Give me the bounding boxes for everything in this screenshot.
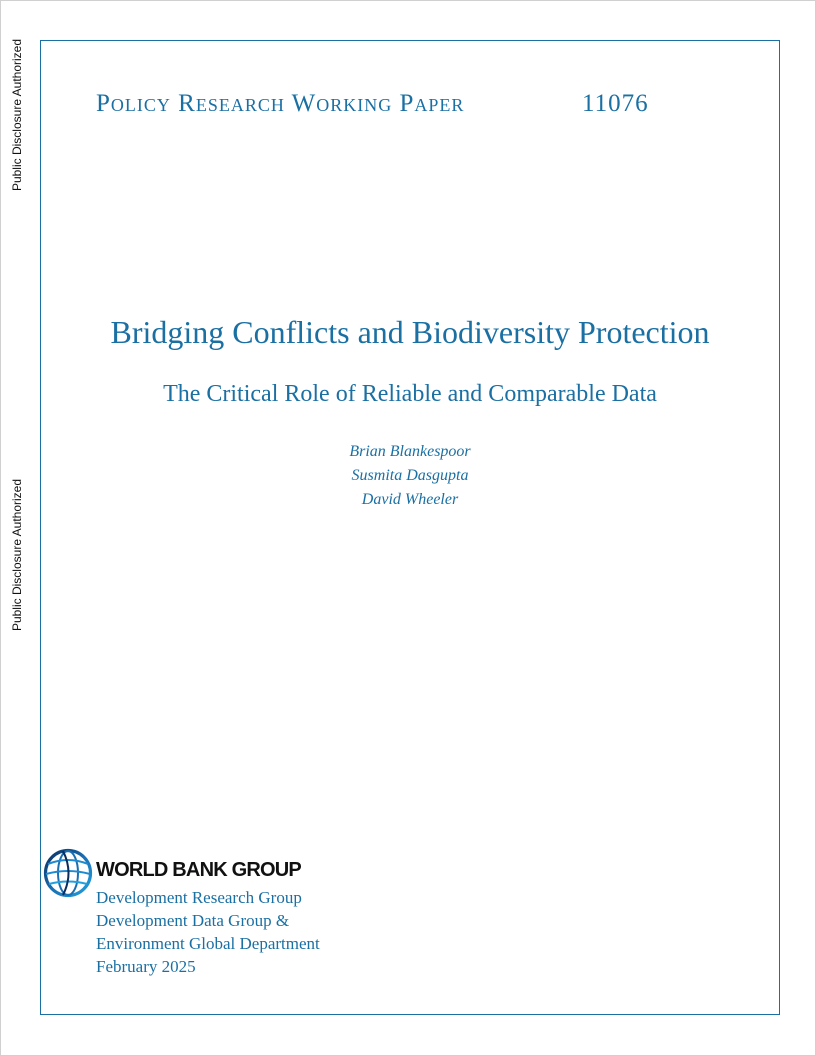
paper-subtitle: The Critical Role of Reliable and Comparable Data [163,381,657,407]
paper-number: 11076 [582,90,649,117]
author-name: Brian Blankespoor [349,443,471,460]
paper-title: Bridging Conflicts and Biodiversity Protection [110,314,710,350]
department-line: Development Data Group & [96,911,290,930]
publication-date: February 2025 [96,957,196,976]
series-name: Policy Research Working Paper [96,90,465,117]
department-line: Development Research Group [96,888,302,907]
author-list [40,440,780,512]
department-list [96,886,320,978]
disclosure-label-top: Public Disclosure Authorized [10,38,24,192]
disclosure-label-middle: Public Disclosure Authorized [10,478,24,632]
globe-logo-icon [43,848,93,898]
organization-name: WORLD BANK GROUP [96,859,301,881]
author-name: Susmita Dasgupta [351,467,469,484]
author-name: David Wheeler [361,491,459,508]
department-line: Environment Global Department [96,934,320,953]
